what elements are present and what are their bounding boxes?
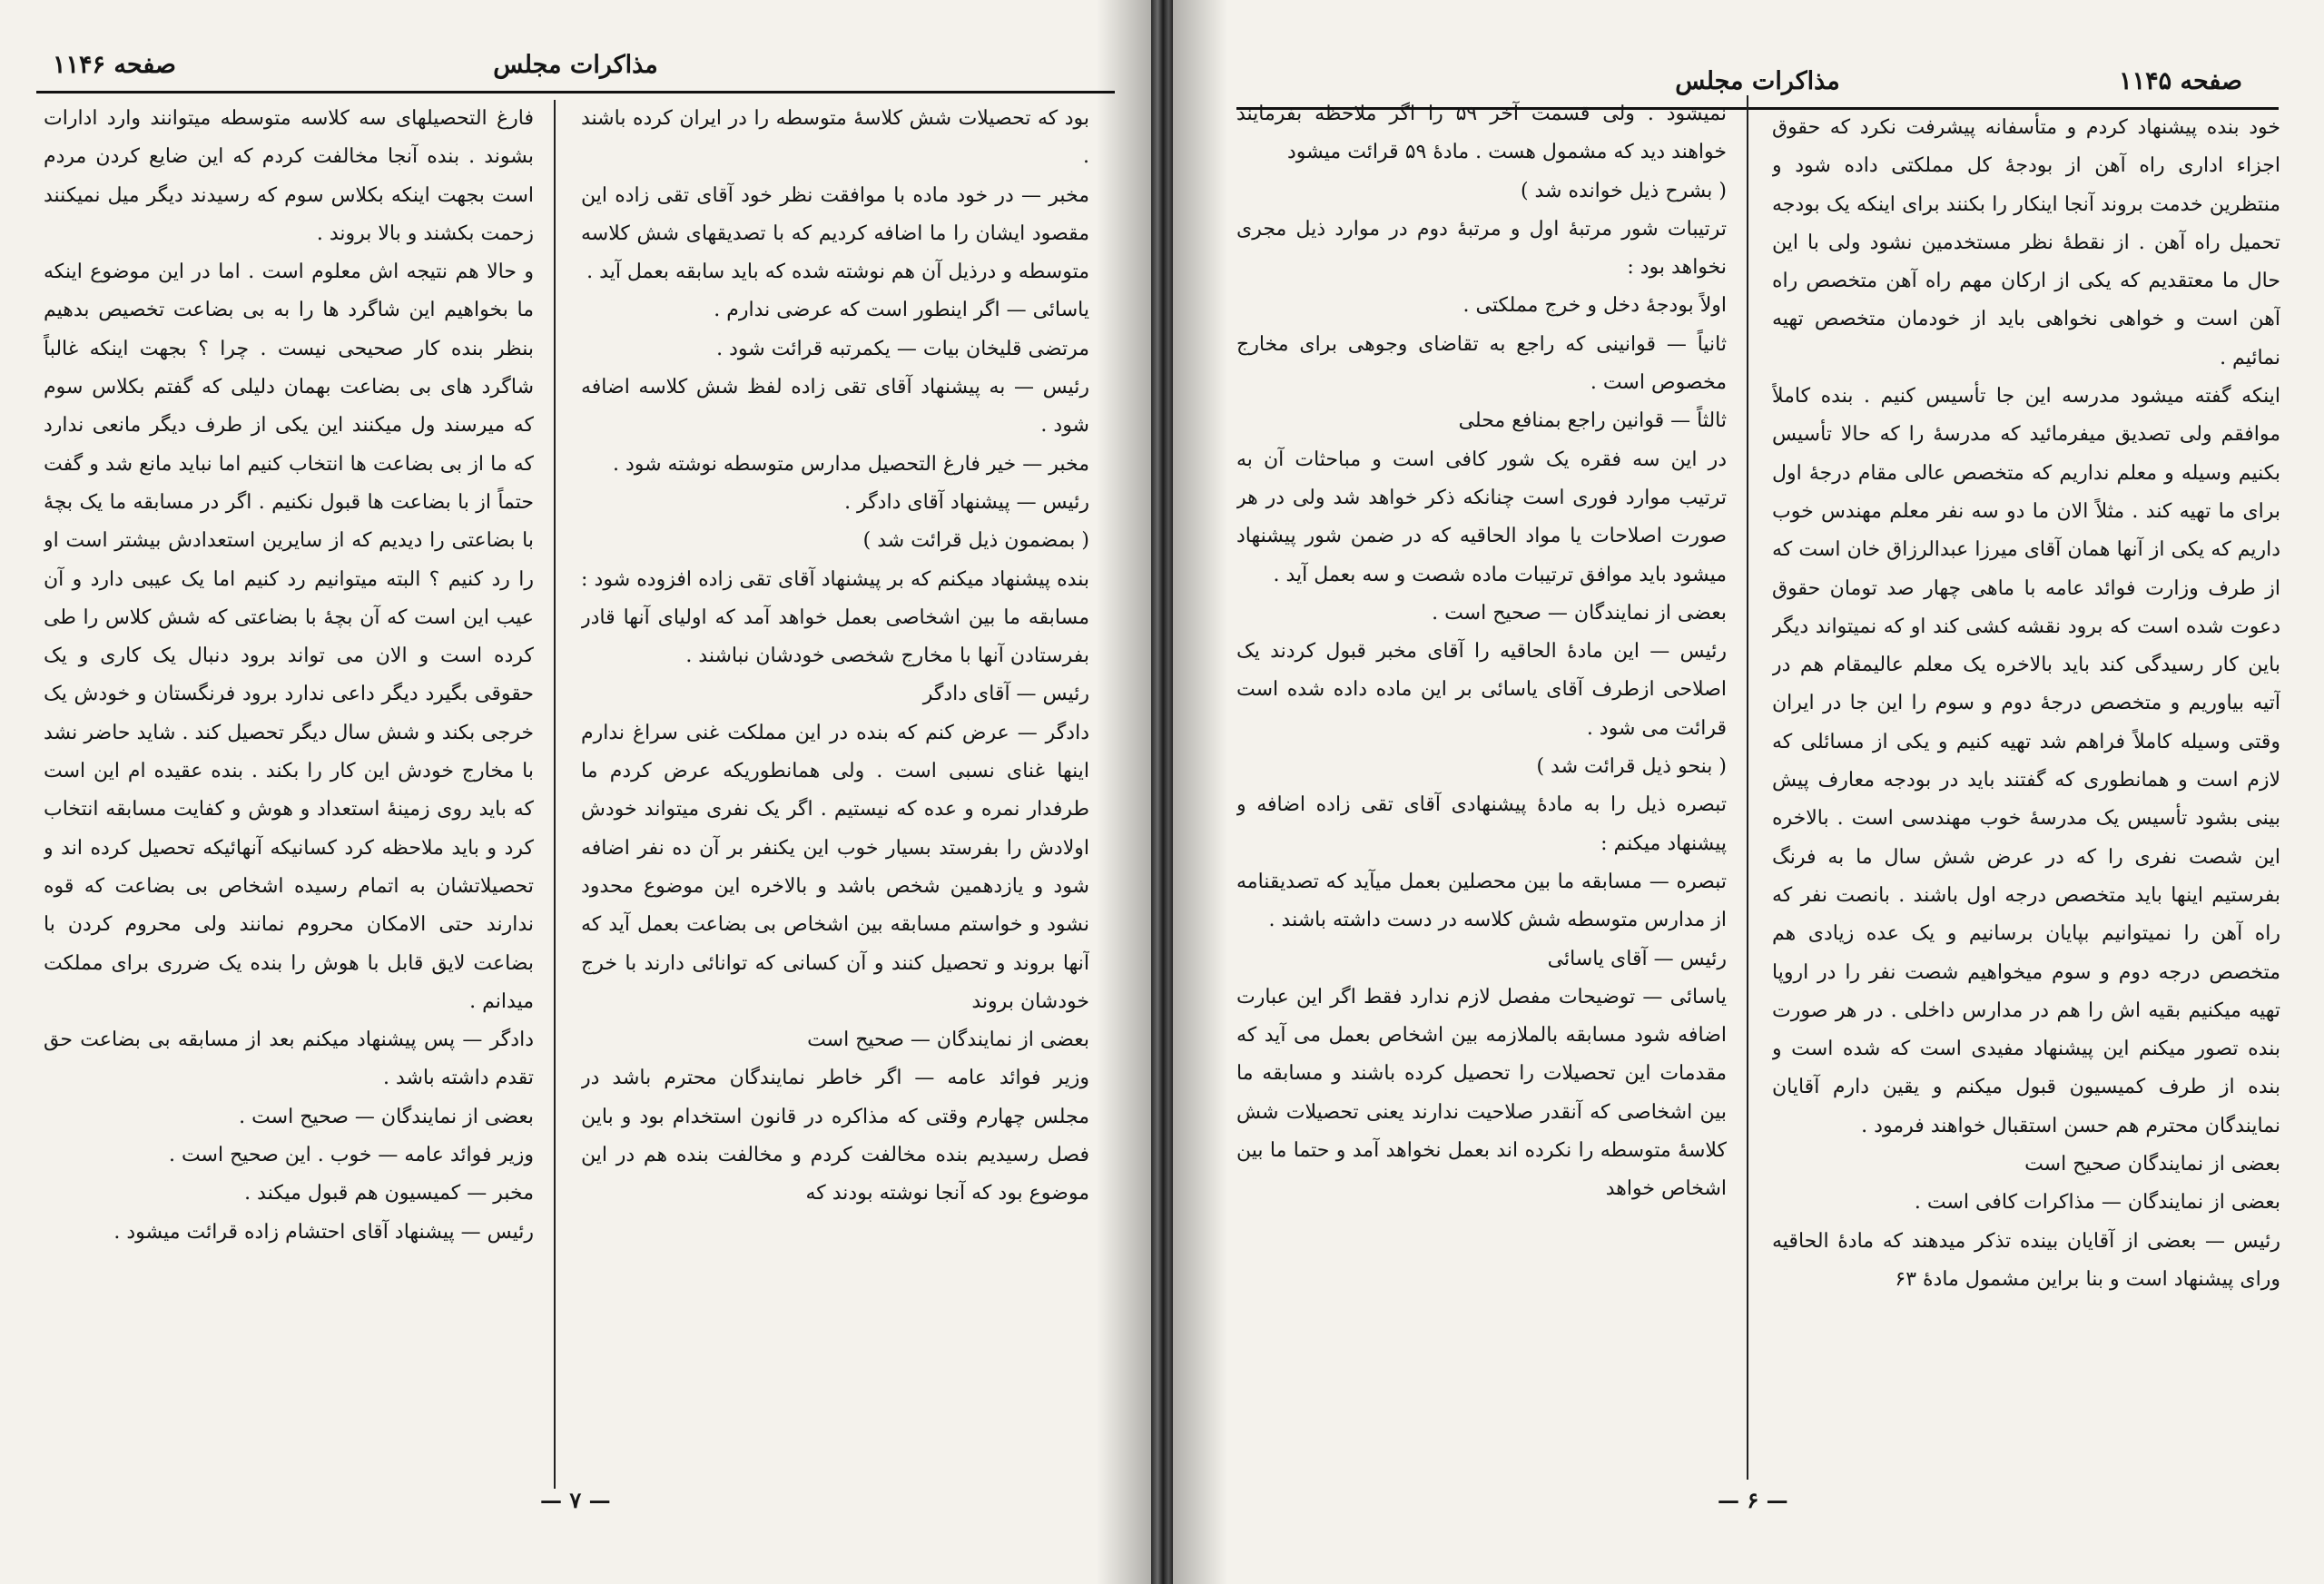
paragraph: ثالثاً — قوانین راجع بمنافع محلی (1458, 409, 1727, 433)
paragraph: ( بمضمون ذیل قرائت شد ) (862, 529, 1089, 553)
paragraph: مخبر — کمیسیون هم قبول میکند . (244, 1182, 534, 1205)
paragraph: بعضی از نمایندگان — صحیح است . (1432, 601, 1727, 625)
paragraph: رئیس — به پیشنهاد آقای تقی زاده لفظ شش کلاسه اضافه شود . (581, 376, 1089, 438)
paragraph: وزیر فوائد عامه — خوب . این صحیح است . (168, 1144, 534, 1167)
paragraph: اولاً بودجهٔ دخل و خرج مملکتی . (1462, 294, 1727, 318)
paragraph: یاسائی — توضیحات مفصل لازم ندارد فقط اگر این عبارت اضافه شود مسابقه بالملازمه بین اشخاص بعمل می آید که مقدمات این تحصیلات را تحصیل کرده باشند و مسابقه ما بین اشخاصی که آنقدر صلاحیت ندارند یعنی تحصیلات شش کلاسهٔ متوسطه را نکرده اند بعمل نخواهد آمد و حتما ما بین اشخاص خواهد (1236, 985, 1727, 1201)
text-column-right (1772, 109, 2280, 1484)
paragraph: رئیس — آقای دادگر (922, 683, 1089, 706)
paragraph: بنده پیشنهاد میکنم که بر پیشنهاد آقای تقی زاده افزوده شود : مسابقه ما بین اشخاصی بعمل خواهد آمد که اولیای آنها قادر بفرستادن آنها با مخارج شخصی خودشان نباشند . (581, 567, 1089, 668)
page-number-label: صفحه ۱۱۴۶ (53, 51, 176, 79)
publication-title: مذاکرات مجلس (1675, 67, 1840, 95)
paragraph: ( بنحو ذیل قرائت شد ) (1536, 755, 1727, 779)
publication-title: مذاکرات مجلس (493, 51, 658, 79)
paragraph: وزیر فوائد عامه — اگر خاطر نمایندگان محترم باشد در مجلس چهارم وقتی که مذاکره در قانون استخدام بود و باین فصل رسیدیم بنده مخالفت کردم و مخالفت بنده هم در این موضوع بود که آنجا نوشته بودند که (581, 1067, 1089, 1205)
paragraph: دادگر — پس پیشنهاد میکنم بعد از مسابقه بی بضاعت حق تقدم داشته باشد . (44, 1028, 534, 1090)
book-gutter (1151, 0, 1173, 1584)
column-divider (1747, 95, 1748, 1480)
paragraph: بود که تحصیلات شش کلاسهٔ متوسطه را در ایران کرده باشند . (581, 107, 1089, 169)
paragraph: ترتیبات شور مرتبهٔ اول و مرتبهٔ دوم در موارد ذیل مجری نخواهد بود : (1236, 217, 1727, 280)
page-footer-number: — ۶ — (1718, 1487, 1788, 1513)
paragraph: ( بشرح ذیل خوانده شد ) (1520, 179, 1727, 202)
paragraph: بعضی از نمایندگان — صحیح است . (239, 1105, 534, 1128)
paragraph: دادگر — عرض کنم که بنده در این مملکت غنی سراغ ندارم اینها غنای نسبی است . ولی همانطوریکه عرض کردم ما طرفدار نمره و عده که نیستیم . اگر یک نفری میتواند خودش اولادش را بفرستد بسیار خوب این یکنفر بر آن ده نفر اضافه شود و یازدهمین شخص باشد و بالاخره این موضوع محدود نشود و خواستم مسابقه بین اشخاص بی بضاعت بعمل آید که آنها بروند و تحصیل کنند و آن کسانی که توانائی دارند با خرج خودشان بروند (581, 721, 1089, 1013)
paragraph: تبصره ذیل را به مادهٔ پیشنهادی آقای تقی زاده اضافه و پیشنهاد میکنم : (1236, 793, 1727, 855)
text-column-left (44, 100, 534, 1489)
page-footer-number: — ۷ — (540, 1487, 611, 1513)
paragraph: رئیس — بعضی از آقایان بینده تذکر میدهند که مادهٔ الحاقیه ورای پیشنهاد است و بنا براین مشمول مادهٔ ۶۳ (1772, 1229, 2280, 1291)
paragraph: مخبر — در خود ماده با موافقت نظر خود آقای تقی زاده این مقصود ایشان را ما اضافه کردیم که با تصدیقهای شش کلاسه متوسطه و درذیل آن هم نوشته شده که باید سابقه بعمل آید . (581, 183, 1089, 284)
paragraph: فارغ التحصیلهای سه کلاسه متوسطه میتوانند وارد ادارات بشوند . بنده آنجا مخالفت کردم که این ضایع کردن مردم است بجهت اینکه بکلاس سوم که رسیدند دیگر میل نمیکنند زحمت بکشند و بالا بروند . (44, 107, 534, 245)
paragraph: اینکه گفته میشود مدرسه این جا تأسیس کنیم . بنده کاملاً موافقم ولی تصدیق میفرمائید که مدرسهٔ را که حالا تأسیس بکنیم وسیله و معلم نداریم که متخصص عالی مقام درجهٔ اول برای ما تهیه کند . مثلاً الان ما دو سه نفر معلم مهندس خوب داریم که یکی از آنها همان آقای میرزا عبدالرزاق خان است که از طرف وزارت فوائد عامه با ماهی چهار صد تومان حقوق دعوت شده است که برود نقشه کشی کند او که نمیتواند دیگر باین کار رسیدگی کند باید بالاخره یک معلم عالیمقام هم در آتیه بیاوریم و متخصص درجهٔ دوم و سوم را این جا در ایران وقتی وسیله کاملاً فراهم شد تهیه کنیم و یکی از مسائلی که لازم است و همانطوری که گفتند باید در بودجه معارف پیش بینی بشود تأسیس یک مدرسهٔ خوب مهندسی است . بالاخره این شصت نفری را که در عرض شش سال ما به فرنگ بفرستیم اینها باید متخصص درجه اول باشند . بانصت نفر که راه آهن را نمیتوانیم بپایان برسانیم و یک عده زیادی هم متخصص درجه دوم و سوم میخواهیم شصت نفر را در اروپا تهیه میکنیم بقیه اش را هم در مدارس داخلی . در هر صورت بنده تصور میکنم این پیشنهاد مفیدی است که شده است و بنده از طرف کمیسیون قبول میکنم و یقین دارم آقایان نمایندگان محترم هم حسن استقبال خواهند فرمود . (1772, 385, 2280, 1137)
running-header (36, 49, 1115, 93)
paragraph: یاسائی — اگر اینطور است که عرضی ندارم . (714, 299, 1089, 322)
paragraph: رئیس — این مادهٔ الحاقیه را آقای مخبر قبول کردند یک اصلاحی ازطرف آقای یاسائی بر این ماده داده شده است قرائت می شود . (1236, 640, 1727, 740)
paragraph: بعضی از نمایندگان — مذاکرات کافی است . (1914, 1191, 2280, 1215)
paragraph: رئیس — پیشنهاد آقای احتشام زاده قرائت میشود . (113, 1220, 534, 1244)
paragraph: بعضی از نمایندگان — صحیح است (807, 1028, 1089, 1052)
paragraph: ثانیاً — قوانینی که راجع به تقاضای وجوهی برای مخارج مخصوص است . (1236, 332, 1727, 395)
paragraph: مرتضی قلیخان بیات — یکمرتبه قرائت شود . (716, 337, 1089, 360)
paragraph: رئیس — پیشنهاد آقای دادگر . (844, 490, 1089, 514)
paragraph: رئیس — آقای یاسائی (1547, 947, 1727, 970)
paragraph: نمیشود . ولی قسمت آخر ۵۹ را اگر ملاحظه بفرمایند خواهند دید که مشمول هست . مادهٔ ۵۹ قرائت میشود (1236, 103, 1727, 164)
paragraph: در این سه فقره یک شور کافی است و مباحثات آن به ترتیب موارد فوری است چنانکه ذکر خواهد شد ولی در هر صورت اصلاحات یا مواد الحاقیه که در ضمن شور پیشنهاد میشود باید موافق ترتیبات ماده شصت و سه بعمل آید . (1236, 448, 1727, 586)
paragraph: خود بنده پیشنهاد کردم و متأسفانه پیشرفت نکرد که حقوق اجزاء اداری راه آهن از بودجهٔ کل مملکتی داده شود و منتظرین خدمت بروند آنجا اینکار را بکنند برای اینکه یک بودجه تحمیل راه آهن . از نقطهٔ نظر مستخدمین نشود ولی با این حال ما معتقدیم که یکی از ارکان مهم راه آهن متخصص راه آهن است و خواهی نخواهی باید از خودمان متخصص تهیه نمائیم . (1772, 116, 2280, 369)
page-number-label: صفحه ۱۱۴۵ (2119, 67, 2242, 95)
paragraph: مخبر — خیر فارغ التحصیل مدارس متوسطه نوشته شود . (612, 452, 1089, 476)
column-divider (554, 100, 556, 1489)
paragraph: تبصره — مسابقه ما بین محصلین بعمل میآید که تصدیقنامه از مدارس متوسطه شش کلاسه در دست داشته باشند . (1236, 870, 1727, 932)
paragraph: بعضی از نمایندگان صحیح است (2024, 1153, 2280, 1176)
right-page (1173, 0, 2324, 1584)
text-column-right (581, 100, 1089, 1489)
paragraph: و حالا هم نتیجه اش معلوم است . اما در این موضوع اینکه ما بخواهیم این شاگرد ها را به بی بضاعت تخصیص بدهیم بنظر بنده کار صحیحی نیست . چرا ؟ بجهت اینکه غالباً شاگرد های بی بضاعت بهمان دلیلی که گفتم بکلاس سوم که میرسند ول میکنند این یکی از طرف دیگر مانعی ندارد که ما از بی بضاعت ها انتخاب کنیم اما نباید مانع شد و گفت حتماً از با بضاعت ها قبول نکنیم . اگر در مسابقه ما یک بچهٔ با بضاعتی را دیدیم که از سایرین استعدادش بیشتر است او را رد کنیم ؟ البته میتوانیم رد کنیم اما یک عیبی دارد و آن عیب این است که آن بچهٔ با بضاعتی که شش کلاس را طی کرده است و الان می تواند برود دنبال یک کاری و یک حقوقی بگیرد دیگر داعی ندارد برود فرنگستان و خودش یک خرجی بکند و شش سال دیگر تحصیل کند . شاید حاضر نشد با مخارج خودش این کار را بکند . بنده عقیده ام این است که باید روی زمینهٔ استعداد و هوش و کفایت مسابقه انتخاب کرد و باید ملاحظه کرد کسانیکه آنهائیکه تحصیل کرده اند و تحصیلاتشان به اتمام رسیده اشخاص بی بضاعت که قوه ندارند حتی الامکان محروم نمانند ولی محروم کردن با بضاعت لایق قابل با هوش را بنده یک ضرری برای مملکت میدانم . (44, 261, 534, 1013)
left-page (0, 0, 1151, 1584)
text-column-left (1236, 95, 1727, 1484)
